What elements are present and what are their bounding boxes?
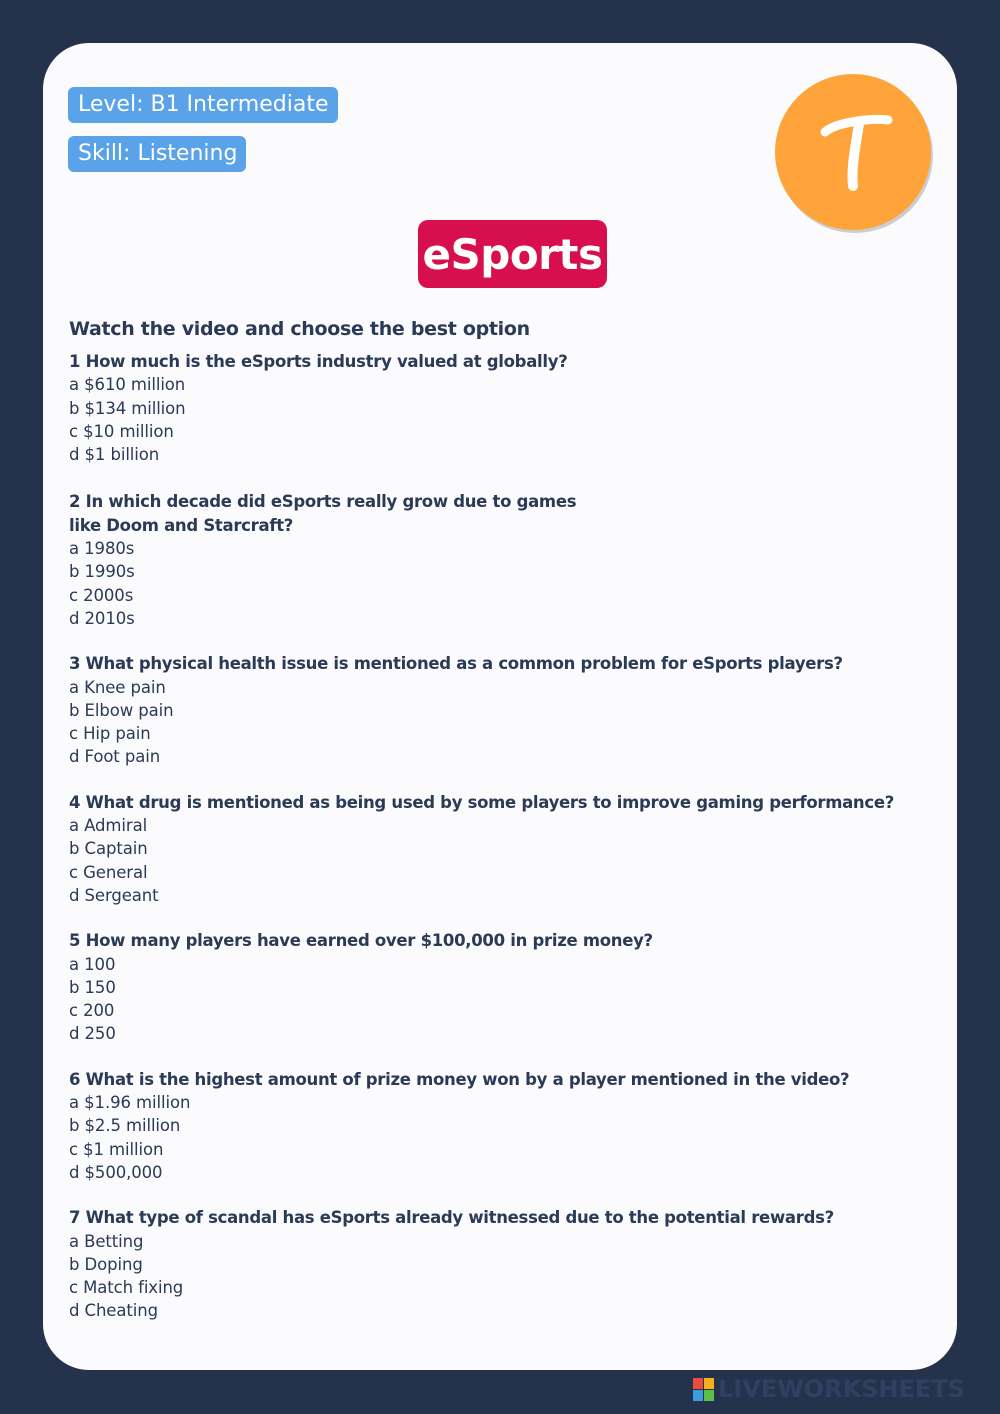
question-2 bbox=[69, 490, 929, 630]
option-b[interactable]: b $134 million bbox=[69, 398, 186, 418]
option-d[interactable]: d 2010s bbox=[69, 608, 135, 628]
option-c[interactable]: c Hip pain bbox=[69, 724, 151, 744]
question-text-line-2: like Doom and Starcraft? bbox=[69, 515, 294, 535]
question-text: 4 What drug is mentioned as being used by some players to improve gaming performance? bbox=[69, 792, 895, 812]
option-a[interactable]: a Admiral bbox=[69, 816, 148, 836]
option-c[interactable]: c 200 bbox=[69, 1001, 115, 1021]
level-badge: Level: B1 Intermediate bbox=[68, 87, 338, 123]
question-text: 3 What physical health issue is mentioned as a common problem for eSports players? bbox=[69, 654, 843, 674]
option-c[interactable]: c 2000s bbox=[69, 585, 134, 605]
option-c[interactable]: c General bbox=[69, 862, 148, 882]
option-d[interactable]: d $500,000 bbox=[69, 1162, 163, 1182]
liveworksheets-watermark[interactable] bbox=[693, 1377, 965, 1401]
option-b[interactable]: b Doping bbox=[69, 1254, 143, 1274]
watermark-text: LIVEWORKSHEETS bbox=[718, 1375, 965, 1403]
question-4 bbox=[69, 791, 929, 907]
option-a[interactable]: a Knee pain bbox=[69, 677, 166, 697]
question-text: 6 What is the highest amount of prize money won by a player mentioned in the video? bbox=[69, 1069, 850, 1089]
option-d[interactable]: d 250 bbox=[69, 1024, 116, 1044]
option-b[interactable]: b $2.5 million bbox=[69, 1116, 181, 1136]
question-text: 7 What type of scandal has eSports already witnessed due to the potential rewards? bbox=[69, 1208, 834, 1228]
option-c[interactable]: c $1 million bbox=[69, 1139, 164, 1159]
option-b[interactable]: b 1990s bbox=[69, 562, 135, 582]
option-a[interactable]: a Betting bbox=[69, 1231, 144, 1251]
option-b[interactable]: b Elbow pain bbox=[69, 700, 174, 720]
question-7 bbox=[69, 1206, 929, 1322]
question-text: 1 How much is the eSports industry valued at globally? bbox=[69, 352, 568, 371]
liveworksheets-logo-icon bbox=[693, 1378, 714, 1401]
question-list bbox=[69, 315, 929, 1345]
question-1 bbox=[69, 350, 929, 466]
option-b[interactable]: b 150 bbox=[69, 977, 116, 997]
option-b[interactable]: b Captain bbox=[69, 839, 148, 859]
question-text-line-1: 2 In which decade did eSports really grow due to games bbox=[69, 492, 577, 512]
worksheet-title: eSports bbox=[418, 220, 607, 288]
skill-badge: Skill: Listening bbox=[68, 136, 246, 172]
question-3 bbox=[69, 652, 929, 768]
t-letter-glyph bbox=[775, 74, 931, 230]
option-d[interactable]: d Cheating bbox=[69, 1301, 158, 1321]
t-letter-logo-icon bbox=[775, 74, 931, 230]
option-a[interactable]: a $610 million bbox=[69, 375, 186, 395]
option-c[interactable]: c Match fixing bbox=[69, 1278, 184, 1298]
option-a[interactable]: a $1.96 million bbox=[69, 1093, 191, 1113]
question-text: 5 How many players have earned over $100,000 in prize money? bbox=[69, 931, 653, 951]
option-d[interactable]: d Sergeant bbox=[69, 885, 159, 905]
instruction-text: Watch the video and choose the best option bbox=[69, 318, 530, 340]
option-a[interactable]: a 100 bbox=[69, 954, 116, 974]
option-d[interactable]: d Foot pain bbox=[69, 747, 161, 767]
option-c[interactable]: c $10 million bbox=[69, 421, 174, 441]
question-6 bbox=[69, 1068, 929, 1184]
option-a[interactable]: a 1980s bbox=[69, 539, 135, 559]
option-d[interactable]: d $1 billion bbox=[69, 445, 160, 465]
question-5 bbox=[69, 929, 929, 1045]
